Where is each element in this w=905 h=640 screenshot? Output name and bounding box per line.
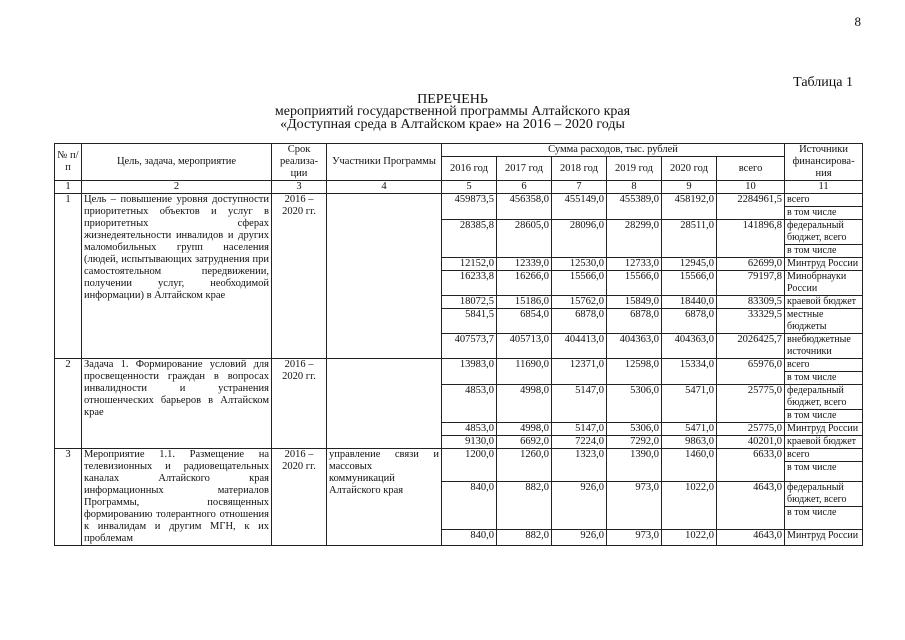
- total-cell: 33329,5: [717, 309, 785, 334]
- year-value-cell: 6878,0: [607, 309, 662, 334]
- header-num: № п/п: [55, 144, 82, 181]
- header-year: 2017 год: [497, 157, 552, 181]
- funding-source-cell: [785, 529, 863, 545]
- row-number: 3: [55, 449, 82, 546]
- total-cell: 2026425,7: [717, 334, 785, 359]
- column-number: 2: [82, 181, 272, 194]
- row-participants: [327, 359, 442, 449]
- year-value-cell: 1200,0: [442, 449, 497, 482]
- document-subtitle-program: «Доступная среда в Алтайском крае» на 2016 – 2020 годы: [280, 117, 625, 132]
- year-value-cell: 12530,0: [552, 258, 607, 271]
- total-cell: 2284961,5: [717, 194, 785, 220]
- row-term: 2016 – 2020 гг.: [272, 449, 327, 546]
- header-year: 2016 год: [442, 157, 497, 181]
- year-value-cell: 15566,0: [662, 271, 717, 296]
- page-number: 8: [854, 14, 861, 29]
- funding-source-label: в том числе: [785, 409, 862, 422]
- funding-source-cell: [785, 359, 863, 385]
- funding-source-label: федеральный бюджет, всего: [787, 385, 847, 408]
- total-cell: 83309,5: [717, 296, 785, 309]
- total-cell: 141896,8: [717, 220, 785, 258]
- funding-source-label: всего: [787, 359, 810, 370]
- column-number: 5: [442, 181, 497, 194]
- year-value-cell: 1022,0: [662, 481, 717, 529]
- funding-source-label: Минтруд России: [787, 258, 859, 269]
- year-value-cell: 11690,0: [497, 359, 552, 385]
- funding-source-label: всего: [787, 194, 810, 205]
- year-value-cell: 12733,0: [607, 258, 662, 271]
- header-term: Срок реализа-ции: [272, 144, 327, 181]
- year-value-cell: 28605,0: [497, 220, 552, 258]
- year-value-cell: 926,0: [552, 529, 607, 545]
- header-year: 2019 год: [607, 157, 662, 181]
- year-value-cell: 7224,0: [552, 436, 607, 449]
- year-value-cell: 28096,0: [552, 220, 607, 258]
- header-participants: Участники Программы: [327, 144, 442, 181]
- funding-source-label: местные бюджеты: [787, 309, 827, 332]
- year-value-cell: 15334,0: [662, 359, 717, 385]
- year-value-cell: 18440,0: [662, 296, 717, 309]
- funding-source-label: федеральный бюджет, всего: [787, 220, 847, 243]
- year-value-cell: 6878,0: [662, 309, 717, 334]
- year-value-cell: 13983,0: [442, 359, 497, 385]
- year-value-cell: 973,0: [607, 481, 662, 529]
- year-value-cell: 12598,0: [607, 359, 662, 385]
- row-number: 1: [55, 194, 82, 359]
- year-value-cell: 4853,0: [442, 423, 497, 436]
- column-number: 11: [785, 181, 863, 194]
- column-number: 1: [55, 181, 82, 194]
- funding-source-label: в том числе: [785, 244, 862, 257]
- year-value-cell: 5841,5: [442, 309, 497, 334]
- row-participants: управление связи и массовых коммуникаций Алтайского края: [327, 449, 442, 546]
- column-number: 8: [607, 181, 662, 194]
- row-participants: [327, 194, 442, 359]
- funding-source-label: всего: [787, 449, 810, 460]
- document-subtitle: мероприятий государственной программы Алтайского края: [274, 104, 631, 119]
- total-cell: 65976,0: [717, 359, 785, 385]
- year-value-cell: 1390,0: [607, 449, 662, 482]
- table-body: [55, 194, 863, 546]
- column-number: 4: [327, 181, 442, 194]
- year-value-cell: 404363,0: [662, 334, 717, 359]
- total-cell: 4643,0: [717, 529, 785, 545]
- year-value-cell: 18072,5: [442, 296, 497, 309]
- year-value-cell: 458192,0: [662, 194, 717, 220]
- funding-source-label: Минобрнауки России: [787, 271, 847, 294]
- funding-source-label: Минтруд России: [787, 529, 859, 541]
- year-value-cell: 12152,0: [442, 258, 497, 271]
- total-cell: 25775,0: [717, 385, 785, 423]
- table-label: Таблица 1: [793, 75, 853, 90]
- funding-source-label: в том числе: [785, 206, 862, 219]
- year-value-cell: 16266,0: [497, 271, 552, 296]
- column-number: 3: [272, 181, 327, 194]
- year-value-cell: 6692,0: [497, 436, 552, 449]
- header-year: 2020 год: [662, 157, 717, 181]
- funding-source-cell: [785, 449, 863, 482]
- year-value-cell: 12371,0: [552, 359, 607, 385]
- funding-source-cell: [785, 194, 863, 220]
- year-value-cell: 5306,0: [607, 423, 662, 436]
- year-value-cell: 926,0: [552, 481, 607, 529]
- year-value-cell: 28511,0: [662, 220, 717, 258]
- row-description: Цель – повышение уровня доступности приоритетных объектов и услуг в приоритетных сферах жизнедеятельности инвалидов и других маломобильных групп населения (людей, испытывающих затруднения при самостоятельном передвижении, получении услуг, необходимой информации) в Алтайском крае: [82, 194, 272, 359]
- row-term: 2016 – 2020 гг.: [272, 359, 327, 449]
- year-value-cell: 882,0: [497, 529, 552, 545]
- year-value-cell: 840,0: [442, 481, 497, 529]
- year-value-cell: 840,0: [442, 529, 497, 545]
- year-value-cell: 5306,0: [607, 385, 662, 423]
- funding-source-label: Минтруд России: [787, 423, 859, 434]
- funding-source-cell: [785, 220, 863, 258]
- year-value-cell: 882,0: [497, 481, 552, 529]
- year-value-cell: 7292,0: [607, 436, 662, 449]
- header-sum: Сумма расходов, тыс. рублей: [442, 144, 785, 157]
- total-cell: 40201,0: [717, 436, 785, 449]
- year-value-cell: 15762,0: [552, 296, 607, 309]
- year-value-cell: 28299,0: [607, 220, 662, 258]
- funding-source-cell: [785, 258, 863, 271]
- funding-source-label: в том числе: [785, 461, 862, 474]
- column-number: 10: [717, 181, 785, 194]
- year-value-cell: 12945,0: [662, 258, 717, 271]
- row-description: Мероприятие 1.1. Размещение на телевизионных и радиовещательных каналах Алтайского края информационных материалов Программы, посвященных формированию толерантного отношения к инвалидам и другим МГН, к их проблемам: [82, 449, 272, 546]
- row-number: 2: [55, 359, 82, 449]
- total-cell: 79197,8: [717, 271, 785, 296]
- year-value-cell: 1022,0: [662, 529, 717, 545]
- year-value-cell: 12339,0: [497, 258, 552, 271]
- measures-table: [54, 143, 863, 546]
- total-cell: 6633,0: [717, 449, 785, 482]
- year-value-cell: 407573,7: [442, 334, 497, 359]
- year-value-cell: 9130,0: [442, 436, 497, 449]
- year-value-cell: 15849,0: [607, 296, 662, 309]
- total-cell: 25775,0: [717, 423, 785, 436]
- total-cell: 4643,0: [717, 481, 785, 529]
- year-value-cell: 5471,0: [662, 423, 717, 436]
- row-term: 2016 – 2020 гг.: [272, 194, 327, 359]
- year-value-cell: 973,0: [607, 529, 662, 545]
- year-value-cell: 459873,5: [442, 194, 497, 220]
- total-cell: 62699,0: [717, 258, 785, 271]
- funding-source-label: внебюджетные источники: [787, 334, 851, 357]
- year-value-cell: 404363,0: [607, 334, 662, 359]
- year-value-cell: 456358,0: [497, 194, 552, 220]
- header-goal: Цель, задача, мероприятие: [82, 144, 272, 181]
- funding-source-cell: [785, 309, 863, 334]
- year-value-cell: 15566,0: [607, 271, 662, 296]
- year-value-cell: 4998,0: [497, 423, 552, 436]
- year-value-cell: 28385,8: [442, 220, 497, 258]
- column-number: 9: [662, 181, 717, 194]
- year-value-cell: 5147,0: [552, 385, 607, 423]
- year-value-cell: 5471,0: [662, 385, 717, 423]
- document-title: ПЕРЕЧЕНЬ: [417, 92, 488, 107]
- funding-source-label: краевой бюджет: [787, 436, 857, 447]
- table-row: [55, 449, 863, 482]
- year-value-cell: 4998,0: [497, 385, 552, 423]
- year-value-cell: 405713,0: [497, 334, 552, 359]
- year-value-cell: 4853,0: [442, 385, 497, 423]
- funding-source-label: в том числе: [785, 506, 862, 519]
- year-value-cell: 455389,0: [607, 194, 662, 220]
- funding-source-cell: [785, 296, 863, 309]
- table-row: [55, 359, 863, 385]
- header-year: 2018 год: [552, 157, 607, 181]
- funding-source-cell: [785, 481, 863, 529]
- year-value-cell: 9863,0: [662, 436, 717, 449]
- funding-source-cell: [785, 385, 863, 423]
- year-value-cell: 6878,0: [552, 309, 607, 334]
- year-value-cell: 1260,0: [497, 449, 552, 482]
- year-value-cell: 16233,8: [442, 271, 497, 296]
- funding-source-label: в том числе: [785, 371, 862, 384]
- header-total: всего: [717, 157, 785, 181]
- year-value-cell: 455149,0: [552, 194, 607, 220]
- year-value-cell: 5147,0: [552, 423, 607, 436]
- year-value-cell: 1323,0: [552, 449, 607, 482]
- row-description: Задача 1. Формирование условий для просвещенности граждан в вопросах инвалидности и устранения отношенческих барьеров в Алтайском крае: [82, 359, 272, 449]
- funding-source-cell: [785, 271, 863, 296]
- funding-source-cell: [785, 334, 863, 359]
- year-value-cell: 15186,0: [497, 296, 552, 309]
- funding-source-label: федеральный бюджет, всего: [787, 481, 847, 505]
- year-value-cell: 15566,0: [552, 271, 607, 296]
- column-number: 6: [497, 181, 552, 194]
- table-row: [55, 194, 863, 220]
- year-value-cell: 1460,0: [662, 449, 717, 482]
- funding-source-label: краевой бюджет: [787, 296, 857, 307]
- year-value-cell: 404413,0: [552, 334, 607, 359]
- header-sources: Источники финансирова-ния: [785, 144, 863, 181]
- funding-source-cell: [785, 436, 863, 449]
- column-number: 7: [552, 181, 607, 194]
- funding-source-cell: [785, 423, 863, 436]
- year-value-cell: 6854,0: [497, 309, 552, 334]
